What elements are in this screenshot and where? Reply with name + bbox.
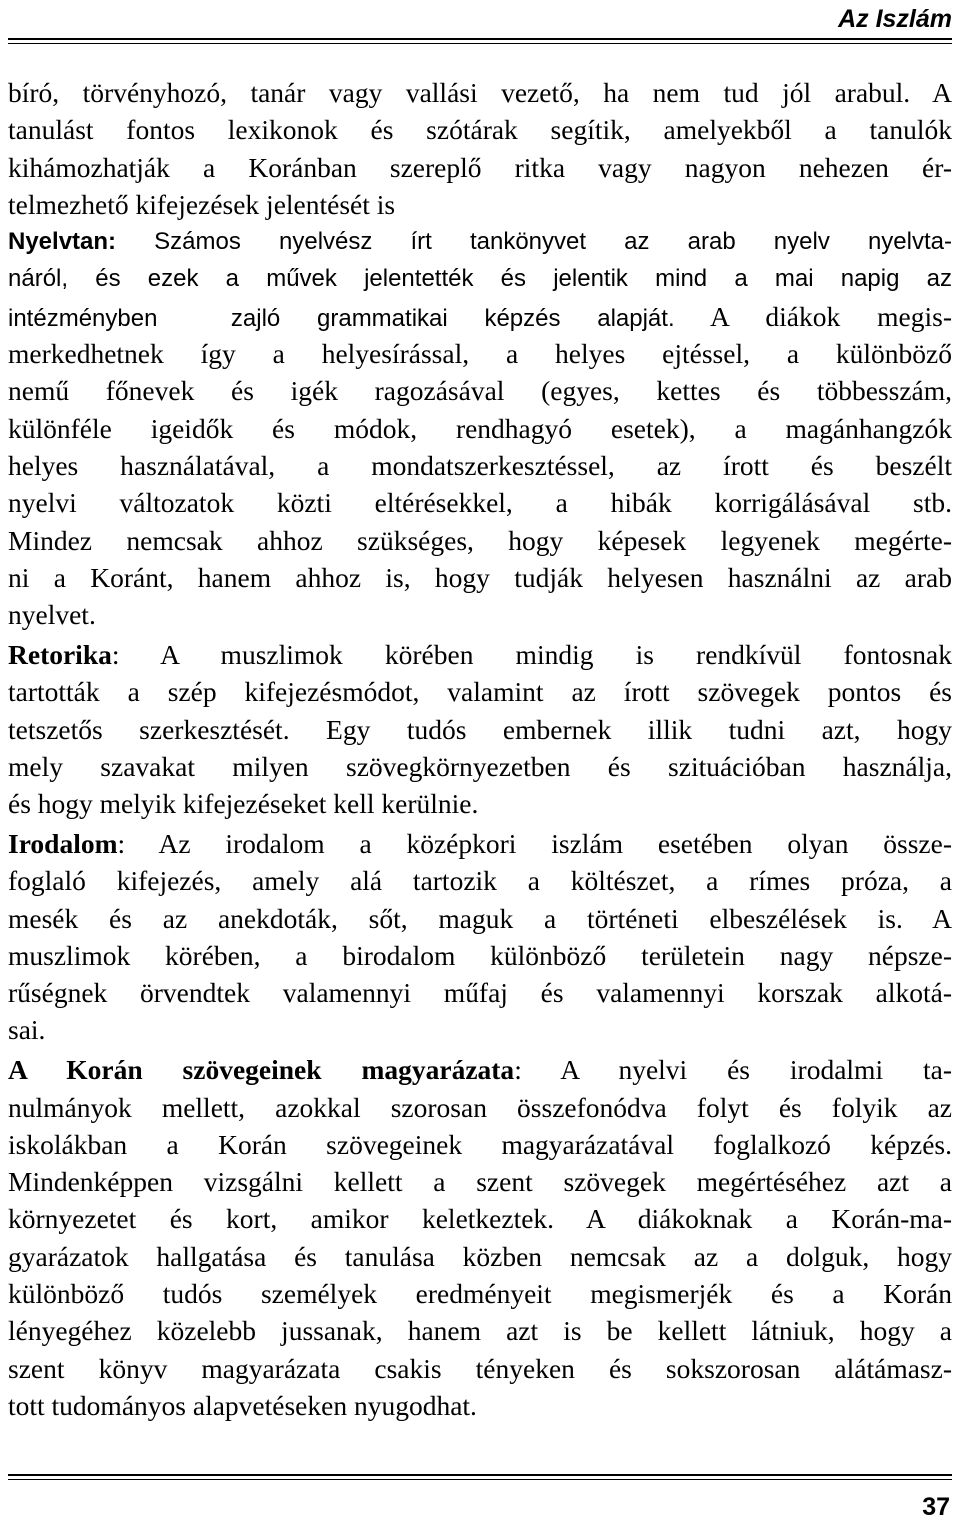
text-line: környezetet és kort, amikor keletkeztek. A diákoknak a Korán-ma- xyxy=(8,1203,952,1235)
text-line: és hogy melyik kifejezéseket kell kerülnie. xyxy=(8,788,479,820)
page-number: 37 xyxy=(922,1493,950,1521)
text-line: különféle igeidők és módok, rendhagyó esetek), a magánhangzók xyxy=(8,412,952,444)
text-line: tetszetős szerkesztését. Egy tudós embernek illik tudni azt, hogy xyxy=(8,713,952,745)
text-line: ni a Koránt, hanem ahhoz is, hogy tudják helyesen használni az arab xyxy=(8,561,952,593)
text-line: gyarázatok hallgatása és tanulása közben nemcsak az a dolguk, hogy xyxy=(8,1240,952,1272)
text-line: Irodalom: Az irodalom a középkori iszlám esetében olyan össze- xyxy=(8,827,952,859)
section-heading-irodalom: Irodalom xyxy=(8,827,118,859)
section-heading-nyelvtan: Nyelvtan: xyxy=(8,228,117,256)
text-line: telmezhető kifejezések jelentését is xyxy=(8,188,396,220)
text-line: lényegéhez közelebb jussanak, hanem azt is be kellett látniuk, hogy a xyxy=(8,1315,952,1347)
text-line: rűségnek örvendtek valamennyi műfaj és valamennyi korszak alkotá- xyxy=(8,977,952,1009)
text-line: tott tudományos alapvetéseken nyugodhat. xyxy=(8,1389,477,1421)
text-line: nyelvi változatok közti eltérésekkel, a hibák korrigálásával stb. xyxy=(8,487,952,519)
text-line: foglaló kifejezés, amely alá tartozik a költészet, a rímes próza, a xyxy=(8,865,952,897)
footer-rule-thin xyxy=(8,1479,952,1480)
text-line: A Korán szövegeinek magyarázata: A nyelvi és irodalmi ta- xyxy=(8,1054,952,1086)
section-heading-retorika: Retorika xyxy=(8,638,112,670)
text-line: merkedhetnek így a helyesírással, a helyes ejtéssel, a különböző xyxy=(8,338,952,370)
text-line: bíró, törvényhozó, tanár vagy vallási vezető, ha nem tud jól arabul. A xyxy=(8,77,952,108)
text-line: nulmányok mellett, azokkal szorosan összefonódva folyt és folyik az xyxy=(8,1091,952,1123)
text-line: tanulást fontos lexikonok és szótárak segítik, amelyekből a tanulók xyxy=(8,114,952,146)
footer-rule-thick xyxy=(8,1474,952,1476)
text-line: különböző tudós személyek eredményeit megismerjék és a Korán xyxy=(8,1278,952,1309)
text-line: tartották a szép kifejezésmódot, valamint az írott szövegek pontos és xyxy=(8,676,952,708)
text-line: iskolákban a Korán szövegeinek magyarázatával foglalkozó képzés. xyxy=(8,1128,952,1160)
section-heading-koran: A Korán szövegeinek magyarázata xyxy=(8,1054,515,1086)
header-rule-thick xyxy=(8,38,952,40)
text-line: mely szavakat milyen szövegkörnyezetben és szituációban használja, xyxy=(8,750,952,782)
text-line: Nyelvtan: Számos nyelvész írt tankönyvet az arab nyelv nyelvta- xyxy=(8,228,952,256)
running-header-title: Az Iszlám xyxy=(838,5,952,33)
text-line: kihámozhatják a Koránban szereplő ritka vagy nagyon nehezen ér- xyxy=(8,151,952,183)
text-line: intézményben zajló grammatikai képzés alapját. A diákok megis- xyxy=(8,300,952,332)
text-line: sai. xyxy=(8,1014,46,1046)
text-line: Retorika: A muszlimok körében mindig is rendkívül fontosnak xyxy=(8,638,952,670)
text-line: nemű főnevek és igék ragozásával (egyes, kettes és többesszám, xyxy=(8,375,952,407)
header-rule-thin xyxy=(8,43,952,44)
text-line: náról, és ezek a művek jelentették és jelentik mind a mai napig az xyxy=(8,265,952,293)
text-line: mesék és az anekdoták, sőt, maguk a történeti elbeszélések is. A xyxy=(8,902,952,934)
text-line: nyelvet. xyxy=(8,599,96,631)
text-line: muszlimok körében, a birodalom különböző területein nagy népsze- xyxy=(8,939,952,971)
text-line: Mindez nemcsak ahhoz szükséges, hogy képesek legyenek megérte- xyxy=(8,524,952,556)
text-line: szent könyv magyarázata csakis tényeken és sokszorosan alátámasz- xyxy=(8,1352,952,1384)
page-body xyxy=(8,74,952,1424)
text-line: helyes használatával, a mondatszerkesztéssel, az írott és beszélt xyxy=(8,449,952,481)
text-line: Mindenképpen vizsgálni kellett a szent szövegek megértéséhez azt a xyxy=(8,1166,952,1198)
